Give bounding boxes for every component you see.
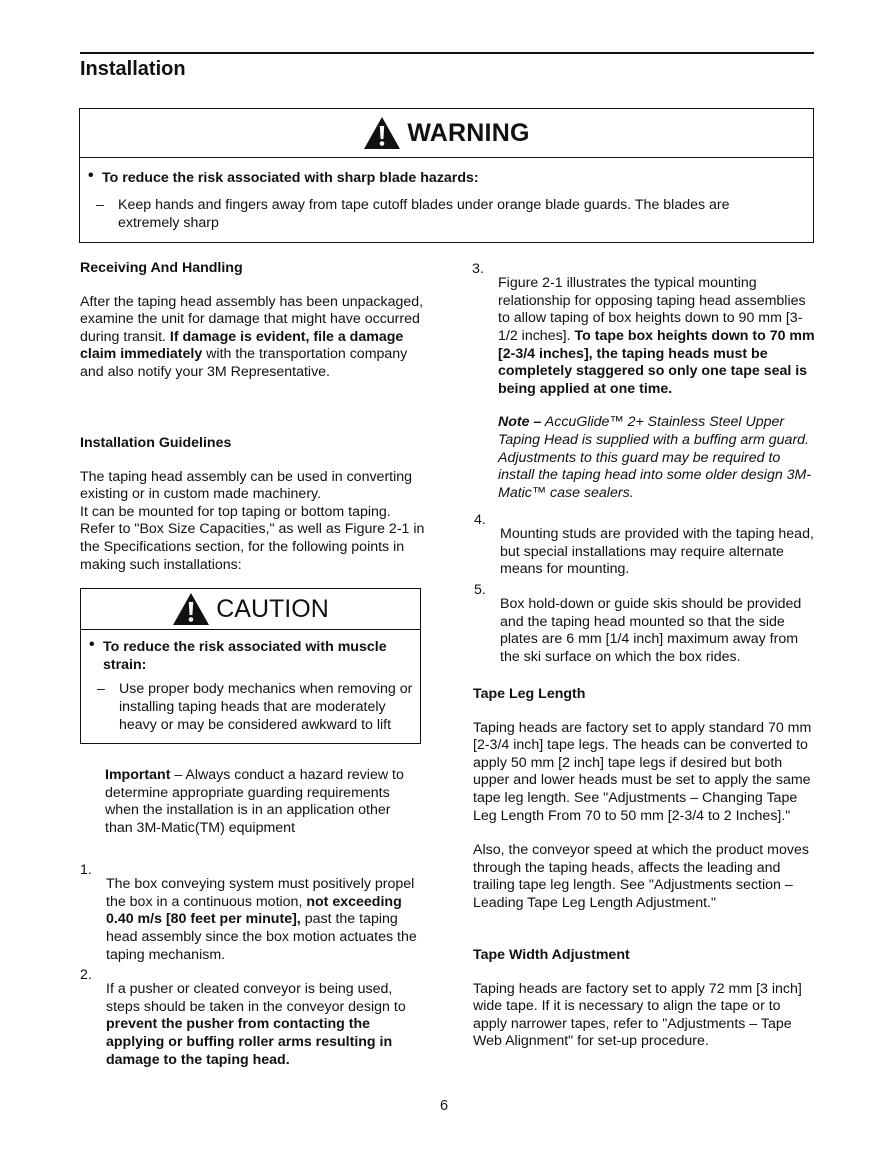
page-title: Installation <box>80 58 186 80</box>
guidelines-paragraph-1: The taping head assembly can be used in converting existing or in custom made machinery. <box>80 468 413 503</box>
warning-triangle-icon <box>363 116 401 150</box>
guidelines-paragraph-2: It can be mounted for top taping or bottom taping. Refer to "Box Size Capacities," as well as Figure 2-1 in the Specifications section, for the following points in making such installations: <box>80 503 425 573</box>
caution-header <box>81 589 420 630</box>
page-number: 6 <box>440 1098 449 1114</box>
receiving-paragraph: After the taping head assembly has been unpackaged, examine the unit for damage that might have occurred during transit. If damage is evident, file a damage claim immediately with the transportation company and also notify your 3M Representative. <box>80 293 424 380</box>
note-paragraph: Note – AccuGlide™ 2+ Stainless Steel Upper Taping Head is supplied with a buffing arm guard. Adjustments to this guard may be required to install the taping head into some older design 3M-Matic™ case sealers. <box>498 414 812 501</box>
warning-header <box>80 109 813 158</box>
receiving-section <box>80 260 425 382</box>
list-item-1: 1. The box conveying system must positively propel the box in a continuous motion, not exceeding 0.40 m/s [80 feet per minute], past the taping head assembly since the box motion actuates the taping mechanism. <box>80 862 417 963</box>
tape-width-heading: Tape Width Adjustment <box>473 947 630 963</box>
caution-dash-text: – Use proper body mechanics when removing or installing taping heads that are moderately heavy or may be considered awkward to lift <box>81 680 419 734</box>
important-note <box>105 767 415 837</box>
tape-width-section <box>473 947 818 1051</box>
important-text: – Always conduct a hazard review to determine appropriate guarding requirements when the installation is in an application other than 3M-Matic(TM) equipment <box>105 767 404 836</box>
list-item-4: 4. Mounting studs are provided with the taping head, but special installations may require alternate means for mounting. <box>474 512 814 578</box>
tape-width-paragraph: Taping heads are factory set to apply 72 mm [3 inch] wide tape. If it is necessary to align the tape or to apply narrower tapes, refer to "Adjustments – Tape Web Alignment" for set-up procedure. <box>473 980 802 1050</box>
tape-leg-heading: Tape Leg Length <box>473 686 586 702</box>
list-item-2: 2. If a pusher or cleated conveyor is being used, steps should be taken in the conveyor design to prevent the pusher from contacting the applying or buffing roller arms resulting in damage to the taping head. <box>80 967 406 1068</box>
guidelines-heading: Installation Guidelines <box>80 435 232 451</box>
caution-bullet: • To reduce the risk associated with muscle strain: <box>81 638 403 674</box>
receiving-heading: Receiving And Handling <box>80 260 243 276</box>
warning-dash-text: – Keep hands and fingers away from tape cutoff blades under orange blade guards. The blades are extremely sharp <box>80 196 778 232</box>
warning-bullet: • To reduce the risk associated with sharp blade hazards: <box>80 169 813 187</box>
important-label: Important <box>105 767 171 783</box>
caution-box <box>80 588 421 744</box>
warning-box <box>79 108 814 243</box>
caution-triangle-icon <box>172 592 210 626</box>
tape-leg-paragraph-1: Taping heads are factory set to apply standard 70 mm [2-3/4 inch] tape legs. The heads can be converted to apply 50 mm [2 inch] tape legs if desired but both upper and lower heads must be set to apply the same tape leg length. See "Adjustments – Changing Tape Leg Length From 70 to 50 mm [2-3/4 to 2 Inches]." <box>473 719 812 824</box>
tape-leg-section <box>473 686 818 913</box>
list-item-5: 5. Box hold-down or guide skis should be provided and the taping head mounted so that the side plates are 6 mm [1/4 inch] maximum away from the ski surface on which the box rides. <box>474 582 802 665</box>
list-item-3: 3. Figure 2-1 illustrates the typical mounting relationship for opposing taping head assemblies to allow taping of box heights down to 90 mm [3-1/2 inches]. To tape box heights down to 70 mm [2-3/4 inches], the taping heads must be completely staggered so only one tape seal is being applied at one time. Note – AccuGlide™ 2+ Stainless Steel Upper Taping Head is supplied with a buffing arm guard. Adjustments to this guard may be required to install the taping head into some older design 3M-Matic™ case sealers. <box>472 261 817 517</box>
caution-label: CAUTION <box>216 594 329 623</box>
header-rule <box>80 52 814 54</box>
warning-label: WARNING <box>407 118 530 147</box>
tape-leg-paragraph-2: Also, the conveyor speed at which the product moves through the taping heads, affects the leading and trailing tape leg length. See "Adjustments section – Leading Tape Leg Length Adjustment." <box>473 842 809 911</box>
guidelines-section <box>80 435 425 574</box>
